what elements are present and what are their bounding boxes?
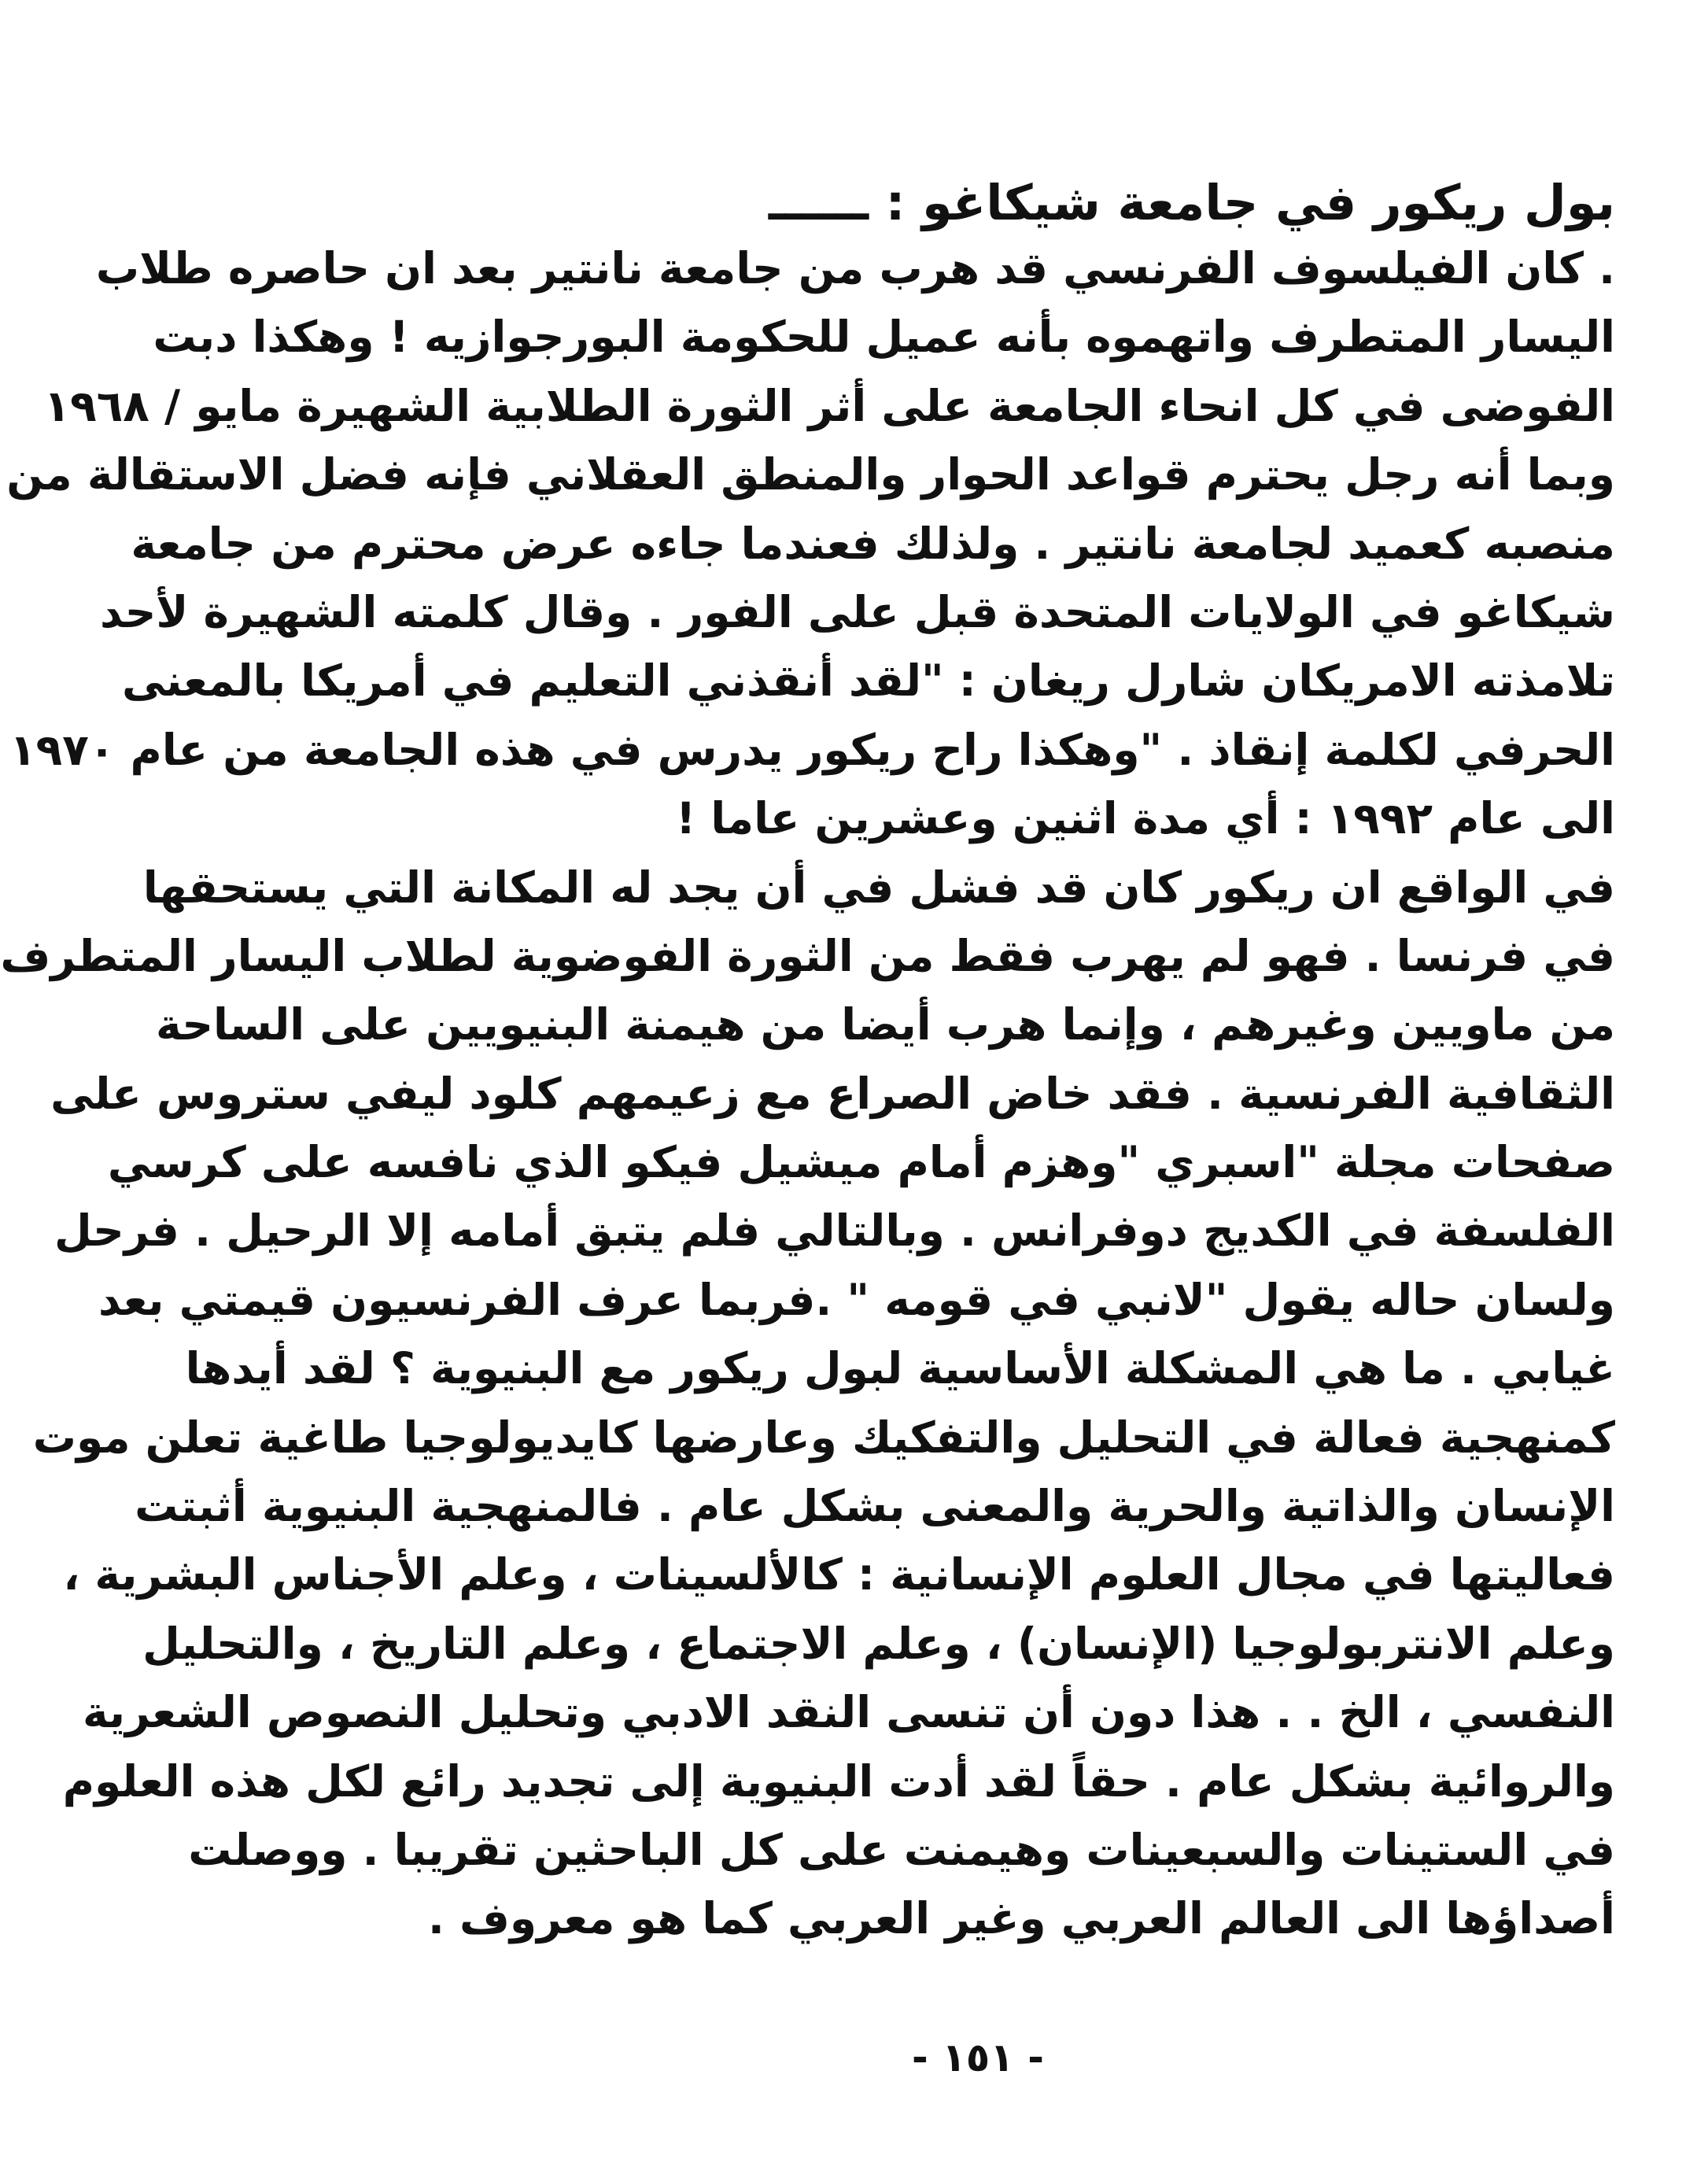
text-line: شيكاغو في الولايات المتحدة قبل على الفور . وقال كلمته الشهيرة لأحد <box>99 586 1615 637</box>
text-line: في فرنسا . فهو لم يهرب فقط من الثورة الفوضوية لطلاب اليسار المتطرف <box>0 930 1615 981</box>
text-line: في الواقع ان ريكور كان قد فشل في أن يجد له المكانة التي يستحقها <box>142 862 1615 913</box>
text-line: في الستينات والسبعينات وهيمنت على كل الباحثين تقريبا . ووصلت <box>188 1824 1615 1875</box>
text-line: كمنهجية فعالة في التحليل والتفكيك وعارضها كايديولوجيا طاغية تعلن موت <box>32 1412 1615 1463</box>
text-line: الفلسفة في الكديج دوفرانس . وبالتالي فلم يتبق أمامه إلا الرحيل . فرحل <box>53 1205 1615 1257</box>
body-text <box>0 234 1615 1954</box>
text-line: النفسي ، الخ . . هذا دون أن تنسى النقد الادبي وتحليل النصوص الشعرية <box>83 1687 1615 1738</box>
text-line: اليسار المتطرف واتهموه بأنه عميل للحكومة البورجوازيه ! وهكذا دبت <box>153 312 1615 363</box>
text-line: الى عام ١٩٩٢ : أي مدة اثنين وعشرين عاما ! <box>676 793 1615 844</box>
text-line: فعاليتها في مجال العلوم الإنسانية : كالألسينات ، وعلم الأجناس البشرية ، <box>63 1549 1615 1600</box>
text-line: تلامذته الامريكان شارل ريغان : "لقد أنقذني التعليم في أمريكا بالمعنى <box>122 655 1615 707</box>
text-line: . كان الفيلسوف الفرنسي قد هرب من جامعة نانتير بعد ان حاصره طلاب <box>95 243 1615 293</box>
text-line: وبما أنه رجل يحترم قواعد الحوار والمنطق العقلاني فإنه فضل الاستقالة من <box>6 449 1615 500</box>
text-line: وعلم الانتربولوجيا (الإنسان) ، وعلم الاجتماع ، وعلم التاريخ ، والتحليل <box>142 1618 1615 1669</box>
text-line: غيابي . ما هي المشكلة الأساسية لبول ريكور مع البنيوية ؟ لقد أيدها <box>185 1343 1615 1394</box>
text-line: والروائية بشكل عام . حقاً لقد أدت البنيوية إلى تجديد رائع لكل هذه العلوم <box>62 1755 1615 1807</box>
text-line: الفوضى في كل انحاء الجامعة على أثر الثورة الطلابية الشهيرة مايو / ١٩٦٨ <box>43 380 1615 431</box>
text-line: منصبه كعميد لجامعة نانتير . ولذلك فعندما جاءه عرض محترم من جامعة <box>131 518 1615 569</box>
section-heading: بول ريكور في جامعة شيكاغو : ــــــ <box>768 174 1615 231</box>
text-line: من ماويين وغيرهم ، وإنما هرب أيضا من هيمنة البنيويين على الساحة <box>156 999 1615 1050</box>
page-number: - ١٥١ - <box>912 2035 1044 2080</box>
text-line: الحرفي لكلمة إنقاذ . "وهكذا راح ريكور يدرس في هذه الجامعة من عام ١٩٧٠ <box>9 724 1615 775</box>
text-line: أصداؤها الى العالم العربي وغير العربي كما هو معروف . <box>427 1893 1615 1944</box>
text-line: ولسان حاله يقول "لانبي في قومه " .فربما عرف الفرنسيون قيمتي بعد <box>98 1274 1615 1325</box>
text-line: صفحات مجلة "اسبري "وهزم أمام ميشيل فيكو الذي نافسه على كرسي <box>107 1137 1615 1188</box>
text-line: الثقافية الفرنسية . فقد خاض الصراع مع زعيمهم كلود ليفي ستروس على <box>50 1068 1615 1119</box>
text-line: الإنسان والذاتية والحرية والمعنى بشكل عام . فالمنهجية البنيوية أثبتت <box>135 1481 1615 1532</box>
